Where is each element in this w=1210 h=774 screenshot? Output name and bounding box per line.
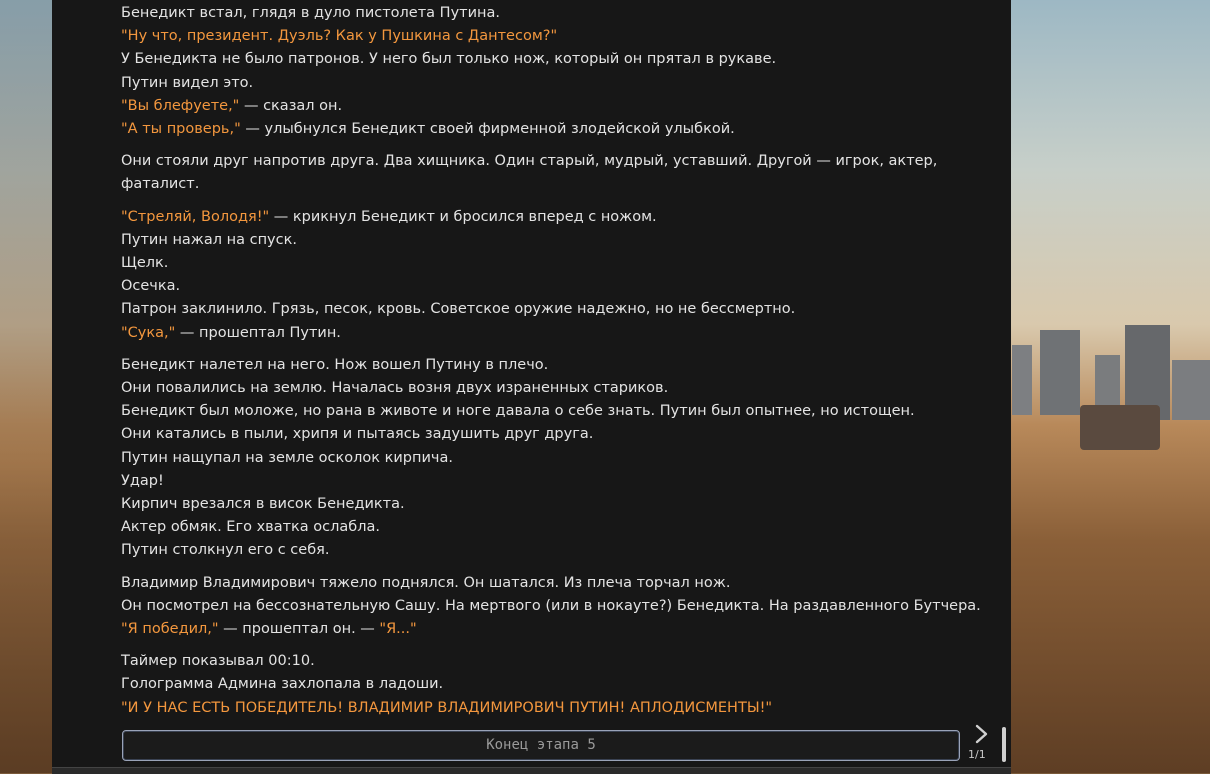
stage-input-box[interactable] [122, 730, 960, 761]
narration-text: фаталист. [121, 176, 200, 193]
narration-text: Голограмма Админа захлопала в ладоши. [121, 676, 444, 693]
story-paragraph [121, 650, 981, 720]
narration-text: Бенедикт налетел на него. Нож вошел Путину в плечо. [121, 356, 549, 373]
story-line [121, 354, 981, 377]
story-line [121, 72, 981, 95]
story-line [121, 206, 981, 229]
story-line [121, 447, 981, 470]
story-line [121, 377, 981, 400]
narration-text: Бенедикт встал, глядя в дуло пистолета Путина. [121, 5, 500, 21]
narration-text: — крикнул Бенедикт и бросился вперед с ножом. [269, 208, 657, 225]
story-line [121, 539, 981, 562]
rock-formation [1172, 360, 1210, 420]
narration-text: — сказал он. [239, 97, 343, 114]
narration-text: Путин нажал на спуск. [121, 231, 297, 248]
narration-text: Они стояли друг напротив друга. Два хищника. Один старый, мудрый, уставший. Другой — игрок, актер, [121, 153, 938, 170]
story-line [121, 25, 981, 48]
narration-text: Они повалились на землю. Началась возня двух израненных стариков. [121, 380, 669, 397]
story-line [121, 470, 981, 493]
story-line [121, 173, 981, 196]
dialogue-quote: "Ну что, президент. Дуэль? Как у Пушкина с Дантесом?" [121, 28, 558, 45]
story-line [121, 322, 981, 345]
stage-label: Конец этапа 5 [486, 737, 596, 753]
story-line [121, 400, 981, 423]
story-line [121, 595, 981, 618]
rock-formation [1012, 345, 1032, 415]
story-line [121, 493, 981, 516]
narration-text: — улыбнулся Бенедикт своей фирменной злодейской улыбкой. [240, 121, 735, 138]
story-line [121, 275, 981, 298]
story-paragraph [121, 206, 981, 345]
narration-text: Он посмотрел на бессознательную Сашу. На мертвого (или в нокауте?) Бенедикта. На раздавленного Бутчера. [121, 597, 981, 614]
narration-text: Щелк. [121, 255, 169, 272]
narration-text: — прошептал Путин. [175, 324, 341, 341]
chevron-right-icon[interactable] [971, 722, 991, 746]
narration-text: Путин нащупал на земле осколок кирпича. [121, 449, 453, 466]
narration-text: У Бенедикта не было патронов. У него был только нож, который он прятал в рукаве. [121, 51, 777, 68]
dialogue-quote: "Я..." [379, 621, 417, 638]
story-paragraph [121, 2, 981, 141]
story-line [121, 618, 981, 641]
background-left-edge [0, 0, 52, 773]
ruin-debris [1080, 405, 1160, 450]
story-line [121, 150, 981, 173]
narration-text: Кирпич врезался в висок Бенедикта. [121, 496, 405, 513]
story-line [121, 673, 981, 696]
dialogue-quote: "А ты проверь," [121, 121, 241, 138]
page-counter: 1/1 [968, 748, 986, 761]
narration-text: Актер обмяк. Его хватка ослабла. [121, 519, 380, 536]
story-line [121, 650, 981, 673]
story-line [121, 229, 981, 252]
dialogue-quote: "И У НАС ЕСТЬ ПОБЕДИТЕЛЬ! ВЛАДИМИР ВЛАДИМИРОВИЧ ПУТИН! АПЛОДИСМЕНТЫ!" [121, 699, 773, 716]
dialogue-quote: "Сука," [121, 324, 176, 341]
story-line [121, 572, 981, 595]
narration-text: Удар! [121, 472, 164, 489]
story-paragraph [121, 572, 981, 642]
narration-text: Таймер показывал 00:10. [121, 653, 315, 670]
story-paragraph [121, 354, 981, 563]
story-line [121, 48, 981, 71]
scrollbar-thumb[interactable] [1002, 727, 1006, 762]
story-line [121, 252, 981, 275]
story-line [121, 298, 981, 321]
narration-text: Они катались в пыли, хрипя и пытаясь задушить друг друга. [121, 426, 594, 443]
narration-text: — прошептал он. — [218, 621, 380, 638]
rock-formation [1040, 330, 1080, 415]
story-line [121, 516, 981, 539]
dialogue-quote: "Стреляй, Володя!" [121, 208, 270, 225]
narration-text: Путин видел это. [121, 74, 254, 91]
dialogue-quote: "Я победил," [121, 621, 219, 638]
story-line [121, 118, 981, 141]
narration-text: Владимир Владимирович тяжело поднялся. Он шатался. Из плеча торчал нож. [121, 574, 731, 591]
story-line [121, 697, 981, 720]
story-line [121, 2, 981, 25]
chat-panel [52, 0, 1011, 767]
narration-text: Патрон заклинило. Грязь, песок, кровь. Советское оружие надежно, но не бессмертно. [121, 301, 796, 318]
story-line [121, 95, 981, 118]
story-text [121, 2, 981, 729]
story-paragraph [121, 150, 981, 196]
narration-text: Путин столкнул его с себя. [121, 542, 330, 559]
dialogue-quote: "Вы блефуете," [121, 97, 240, 114]
narration-text: Бенедикт был моложе, но рана в животе и ноге давала о себе знать. Путин был опытнее, но истощен. [121, 403, 915, 420]
story-line [121, 423, 981, 446]
narration-text: Осечка. [121, 278, 181, 295]
